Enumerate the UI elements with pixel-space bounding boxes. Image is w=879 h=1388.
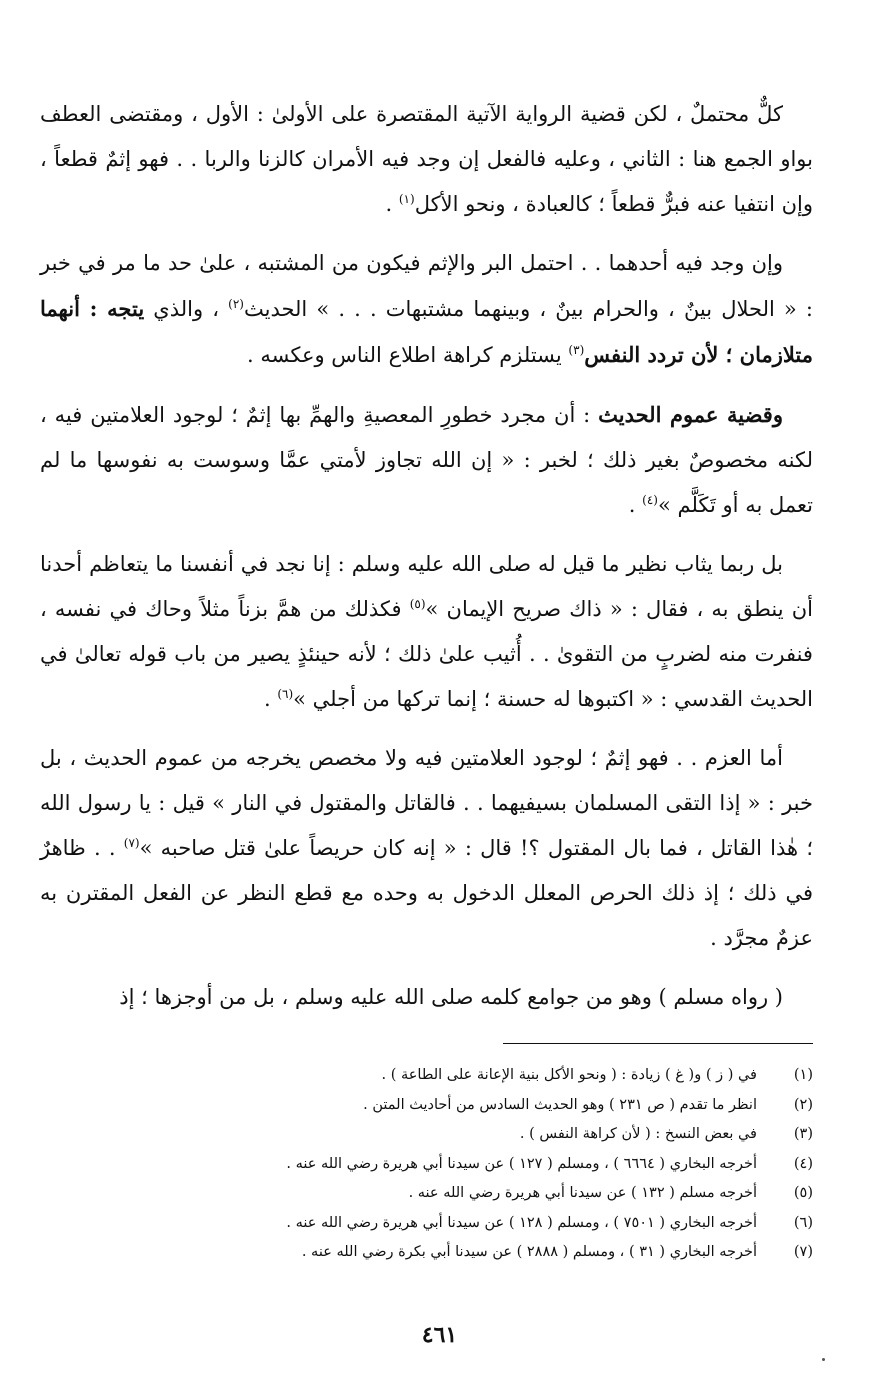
paragraph-3 xyxy=(40,392,813,528)
text-line: فيه ، لكنه مخصوصٌ بغير ذلك ؛ لخبر : « إن الله تجاوز لأمتي عمَّا وسوست به xyxy=(40,403,813,472)
footnote-ref[interactable]: (٦) xyxy=(277,687,294,701)
text-line: الحديث ، بل خبر : « إذا التقى المسلمان بسيفيهما . . فالقاتل والمقتول في النار » xyxy=(40,746,813,815)
text-line: أحدنا أن ينطق به ، فقال : « ذاك صريح الإيمان » xyxy=(40,552,813,621)
footnote-item xyxy=(40,1120,813,1150)
text-line: بل ربما يثاب نظير ما قيل له صلى الله عليه وسلم : إنا نجد في أنفسنا ما يتعاظم xyxy=(89,552,783,576)
text-line: . xyxy=(628,493,643,517)
footnote-item xyxy=(40,1150,813,1180)
paragraph-6 xyxy=(40,975,813,1020)
footnote-separator xyxy=(503,1043,813,1044)
text-line: قتل صاحبه » xyxy=(139,836,256,860)
scan-speck xyxy=(822,1358,825,1361)
footnote-text: أخرجه مسلم ( ١٣٢ ) عن سيدنا أبي هريرة رضي الله عنه . xyxy=(408,1185,757,1201)
text-line: فكذلك من همَّ بزناً مثلاً وحاك xyxy=(145,597,410,621)
footnote-ref[interactable]: (٧) xyxy=(123,836,140,850)
footnote-item xyxy=(40,1179,813,1209)
footnote-ref[interactable]: (٣) xyxy=(568,343,585,357)
footnote-text: أخرجه البخاري ( ٧٥٠١ ) ، ومسلم ( ١٢٨ ) عن سيدنا أبي هريرة رضي الله عنه . xyxy=(286,1214,757,1231)
footnote-text: انظر ما تقدم ( ص ٢٣١ ) وهو الحديث السادس من أحاديث المتن . xyxy=(363,1096,757,1113)
text-line: نفوسها ما لم تعمل به أو تَكَلَّم » xyxy=(40,448,813,517)
paragraph-2 xyxy=(40,241,813,378)
text-line: ( رواه مسلم ) وهو من جوامع كلمه صلى الله عليه وسلم ، بل من أوجزها ؛ إذ xyxy=(119,985,783,1009)
main-text xyxy=(40,92,813,1034)
footnote-ref[interactable]: (١) xyxy=(398,192,415,206)
footnote-ref[interactable]: (٢) xyxy=(228,297,244,311)
text-line: في نفسه ، فنفرت منه لضربٍ من التقوىٰ . . أُثيب علىٰ ذلك ؛ لأنه حينئذٍ يصير من باب xyxy=(40,597,813,666)
text-line: العطف بواو الجمع هنا : الثاني ، وعليه فالفعل إن وجد فيه الأمران كالزنا والربا . . xyxy=(40,102,813,171)
paragraph-5 xyxy=(40,736,813,961)
text-line: قوله تعالىٰ في الحديث القدسي : « اكتبوها له حسنة ؛ إنما تركها من أجلي » xyxy=(40,642,813,711)
footnotes xyxy=(40,1061,813,1268)
paragraph-label: وقضية عموم الحديث xyxy=(598,402,783,427)
text-line: : أن مجرد خطورِ المعصيةِ والهمِّ بها إثمٌ ؛ لوجود العلامتين xyxy=(90,403,599,427)
footnote-text: في بعض النسخ : ( لأن كراهة النفس ) . xyxy=(519,1126,757,1142)
page-number: ٤٦١ xyxy=(421,1322,458,1348)
text-line: ، والذي xyxy=(153,297,229,321)
footnote-number: (٧) xyxy=(793,1244,813,1260)
text-line: كلٌّ محتملٌ ، لكن قضية الرواية الآتية المقتصرة على الأولىٰ : الأول ، ومقتضى xyxy=(109,102,783,126)
footnote-number: (١) xyxy=(793,1067,813,1083)
footnote-ref[interactable]: (٤) xyxy=(642,493,658,507)
text-line: يتجه : أنهما متلازمان ؛ لأن تردد النفس xyxy=(40,296,813,367)
footnote-number: (٦) xyxy=(793,1214,813,1231)
footnote-number: (٤) xyxy=(793,1155,813,1172)
text-line: . xyxy=(385,192,399,216)
text-line: . . ظاهرٌ في ذلك ؛ إذ ذلك الحرص المعلل الدخول به وحده مع قطع xyxy=(40,836,813,905)
footnote-number: (٣) xyxy=(793,1126,813,1142)
text-line: يستلزم كراهة اطلاع الناس وعكسه . xyxy=(247,343,569,367)
footnote-item xyxy=(40,1061,813,1091)
footnote-item xyxy=(40,1091,813,1121)
footnote-text: أخرجه البخاري ( ٦٦٦٤ ) ، ومسلم ( ١٢٧ ) عن سيدنا أبي هريرة رضي الله عنه . xyxy=(286,1155,757,1172)
footnote-ref[interactable]: (٥) xyxy=(409,597,426,611)
text-line: أما العزم . . فهو إثمٌ ؛ لوجود العلامتين فيه ولا مخصص يخرجه من عموم xyxy=(154,746,783,770)
text-line: قيل : يا رسول الله ؛ هٰذا القاتل ، فما بال المقتول ؟! قال : « إنه كان حريصاً علىٰ xyxy=(40,791,813,860)
text-line: خبر : « الحلال بينٌ ، والحرام بينٌ ، وبينهما مشتبهات . . . » الحديث xyxy=(40,251,813,321)
footnote-item xyxy=(40,1209,813,1239)
footnote-text: أخرجه البخاري ( ٣١ ) ، ومسلم ( ٢٨٨٨ ) عن سيدنا أبي بكرة رضي الله عنه . xyxy=(301,1244,757,1260)
footnote-number: (٥) xyxy=(793,1185,813,1201)
text-line: فهو إثمٌ قطعاً ، وإن انتفيا عنه فبرٌّ قطعاً ؛ كالعبادة ، ونحو الأكل xyxy=(40,147,813,216)
footnote-text: في ( ز ) و( غ ) زيادة : ( ونحو الأكل بنية الإعانة على الطاعة ) . xyxy=(381,1067,757,1083)
footnote-item xyxy=(40,1238,813,1268)
paragraph-4 xyxy=(40,542,813,722)
text-line: وإن وجد فيه أحدهما . . احتمل البر والإثم فيكون من المشتبه ، علىٰ حد ما مر في xyxy=(78,251,783,275)
text-line: النظر عن الفعل المقترن به عزمٌ مجرَّد . xyxy=(40,881,813,950)
text-line: . xyxy=(263,687,278,711)
paragraph-1 xyxy=(40,92,813,227)
footnote-number: (٢) xyxy=(793,1096,813,1113)
